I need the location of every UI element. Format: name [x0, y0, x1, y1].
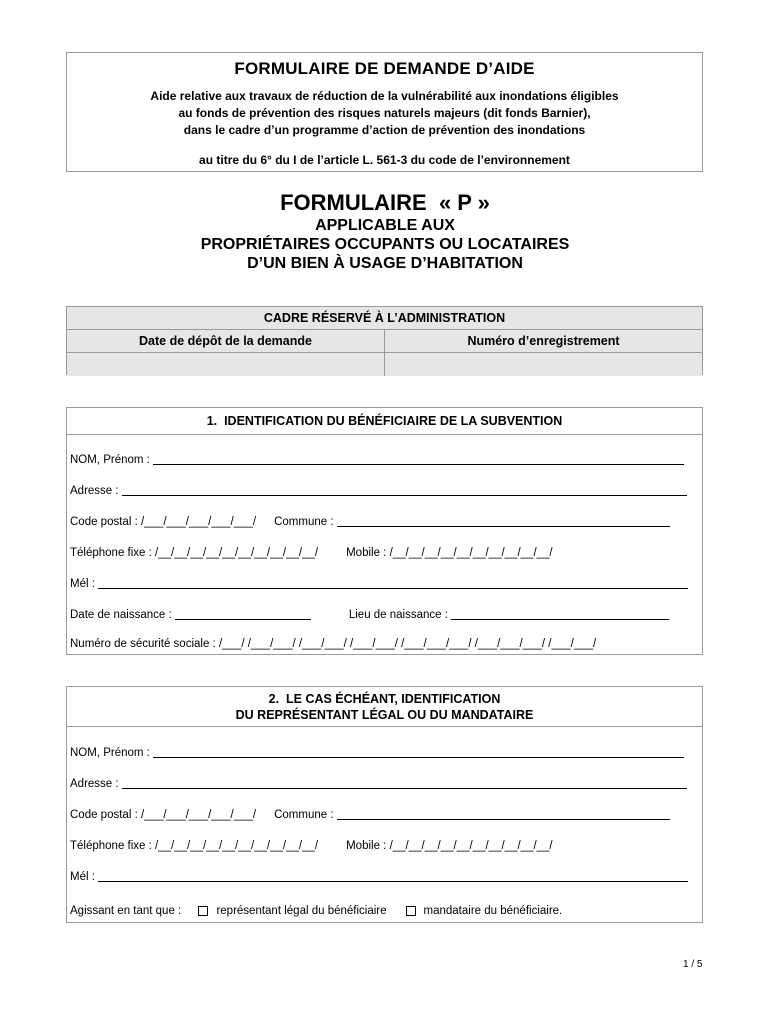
s2-commune-line[interactable] — [337, 807, 670, 820]
admin-heading: CADRE RÉSERVÉ À L’ADMINISTRATION — [67, 307, 702, 330]
s2-email-label: Mél : — [70, 871, 99, 883]
form-code-title: FORMULAIRE « P » — [280, 190, 490, 215]
form-title-line-3: D’UN BIEN À USAGE D’HABITATION — [247, 255, 523, 272]
s1-ssn-label: Numéro de sécurité sociale : — [70, 638, 219, 650]
s2-mobile-label: Mobile : — [346, 840, 390, 852]
form-main-title: FORMULAIRE DE DEMANDE D’AIDE — [234, 59, 535, 78]
s1-birthplace-label: Lieu de naissance : — [348, 609, 452, 621]
registration-number-cell[interactable] — [385, 353, 702, 376]
section2-heading-line-1: 2. LE CAS ÉCHÉANT, IDENTIFICATION — [268, 692, 501, 706]
section1-heading: 1. IDENTIFICATION DU BÉNÉFICIAIRE DE LA SUBVENTION — [67, 408, 702, 435]
s2-commune-label: Commune : — [274, 809, 337, 821]
s1-address-label: Adresse : — [70, 485, 122, 497]
s1-ssn-slots[interactable]: /___/ /___/___/ /___/___/ /___/___/ /___/___/___/ /___/___/___/ /___/___/ — [218, 638, 597, 650]
s1-name-field[interactable] — [70, 452, 696, 468]
s1-mobile-label: Mobile : — [346, 547, 390, 559]
admin-column-headers — [67, 330, 702, 353]
s2-email-line[interactable] — [98, 869, 688, 882]
mandate-checkbox[interactable] — [406, 906, 416, 916]
s1-postal-row[interactable] — [70, 514, 696, 530]
subtitle-line-1: Aide relative aux travaux de réduction de la vulnérabilité aux inondations éligibles — [150, 89, 619, 103]
s2-address-field[interactable] — [70, 776, 696, 792]
s2-postal-row[interactable] — [70, 807, 696, 823]
s2-postal-slots[interactable]: /___/___/___/___/___/ — [140, 809, 257, 821]
s1-email-label: Mél : — [70, 578, 99, 590]
s2-address-line[interactable] — [122, 776, 687, 789]
s2-address-label: Adresse : — [70, 778, 122, 790]
legal-representative-checkbox[interactable] — [198, 906, 208, 916]
s1-commune-line[interactable] — [337, 514, 670, 527]
s1-commune-label: Commune : — [274, 516, 337, 528]
section-beneficiary — [66, 407, 703, 655]
s2-name-line[interactable] — [153, 745, 684, 758]
s2-email-field[interactable] — [70, 869, 696, 885]
s2-acting-row — [70, 903, 696, 919]
mandate-option: mandataire du bénéficiaire. — [423, 905, 563, 917]
form-title-block — [0, 190, 770, 273]
s2-phone-slots[interactable]: /__/__/__/__/__/__/__/__/__/__/ — [155, 840, 319, 852]
subtitle-line-2: au fonds de prévention des risques naturels majeurs (dit fonds Barnier), — [178, 106, 591, 120]
s1-name-label: NOM, Prénom : — [70, 454, 154, 466]
admin-reserved-box — [66, 306, 703, 375]
s1-ssn-row[interactable] — [70, 636, 696, 652]
s1-birth-row[interactable] — [70, 607, 696, 623]
page-number: 1 / 5 — [683, 959, 703, 970]
s1-name-line[interactable] — [153, 452, 684, 465]
s2-name-field[interactable] — [70, 745, 696, 761]
section2-heading — [67, 687, 702, 727]
s1-mobile-slots[interactable]: /__/__/__/__/__/__/__/__/__/__/ — [389, 547, 553, 559]
s1-email-field[interactable] — [70, 576, 696, 592]
admin-value-row — [67, 353, 702, 376]
header-box — [66, 52, 703, 172]
registration-number-header: Numéro d’enregistrement — [467, 334, 620, 348]
deposit-date-cell[interactable] — [67, 353, 385, 376]
s1-birthplace-line[interactable] — [451, 607, 669, 620]
s2-acting-label: Agissant en tant que : — [70, 905, 185, 917]
s1-email-line[interactable] — [98, 576, 688, 589]
s1-postal-slots[interactable]: /___/___/___/___/___/ — [140, 516, 257, 528]
s2-phone-row[interactable] — [70, 838, 696, 854]
s2-mobile-slots[interactable]: /__/__/__/__/__/__/__/__/__/__/ — [389, 840, 553, 852]
s1-address-field[interactable] — [70, 483, 696, 499]
s2-phone-label: Téléphone fixe : — [70, 840, 156, 852]
s1-postal-label: Code postal : — [70, 516, 141, 528]
s1-address-line[interactable] — [122, 483, 687, 496]
legal-representative-option: représentant légal du bénéficiaire — [216, 905, 387, 917]
s1-birthdate-label: Date de naissance : — [70, 609, 175, 621]
form-title-line-1: APPLICABLE AUX — [315, 217, 455, 234]
s1-phone-row[interactable] — [70, 545, 696, 561]
deposit-date-header: Date de dépôt de la demande — [67, 330, 385, 352]
legal-reference: au titre du 6° du I de l’article L. 561-3 du code de l’environnement — [199, 153, 570, 167]
subtitle-line-3: dans le cadre d’un programme d’action de prévention des inondations — [183, 123, 586, 137]
section-representative — [66, 686, 703, 923]
s2-postal-label: Code postal : — [70, 809, 141, 821]
section2-heading-line-2: DU REPRÉSENTANT LÉGAL OU DU MANDATAIRE — [235, 708, 534, 722]
header-subtitle — [67, 88, 702, 139]
form-title-line-2: PROPRIÉTAIRES OCCUPANTS OU LOCATAIRES — [200, 236, 570, 253]
s1-birthdate-line[interactable] — [175, 607, 311, 620]
s1-phone-label: Téléphone fixe : — [70, 547, 156, 559]
s1-phone-slots[interactable]: /__/__/__/__/__/__/__/__/__/__/ — [155, 547, 319, 559]
s2-name-label: NOM, Prénom : — [70, 747, 154, 759]
